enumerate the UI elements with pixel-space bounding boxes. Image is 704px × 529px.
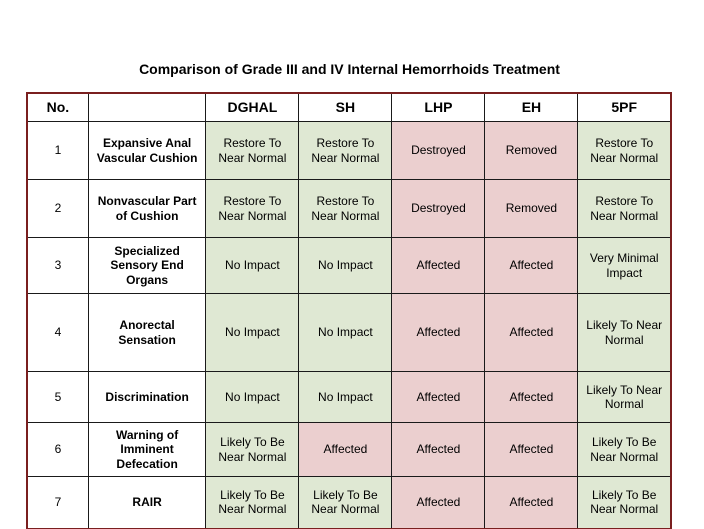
row-number: 4 [27, 294, 88, 372]
cell-eh: Removed [485, 180, 578, 238]
cell-sh: No Impact [299, 294, 392, 372]
table-title: Comparison of Grade III and IV Internal Hemorrhoids Treatment [139, 61, 560, 77]
table-row [27, 238, 671, 294]
cell-lhp: Destroyed [392, 180, 485, 238]
cell-lhp: Affected [392, 294, 485, 372]
table-body [27, 122, 671, 529]
cell-sh: No Impact [299, 238, 392, 294]
row-number: 3 [27, 238, 88, 294]
cell-sh: Likely To Be Near Normal [299, 477, 392, 529]
cell-sh: Restore To Near Normal [299, 122, 392, 180]
cell-lhp: Destroyed [392, 122, 485, 180]
cell-sh: Affected [299, 423, 392, 477]
cell-dghal: No Impact [206, 294, 299, 372]
cell-5pf: Very Minimal Impact [578, 238, 671, 294]
cell-sh: No Impact [299, 372, 392, 423]
table-row [27, 122, 671, 180]
row-parameter: Discrimination [88, 372, 206, 423]
row-number: 1 [27, 122, 88, 180]
cell-eh: Affected [485, 372, 578, 423]
row-parameter: Nonvascular Part of Cushion [88, 180, 206, 238]
cell-lhp: Affected [392, 238, 485, 294]
row-number: 7 [27, 477, 88, 529]
header-no: No. [27, 93, 88, 122]
cell-eh: Affected [485, 238, 578, 294]
header-5pf: 5PF [578, 93, 671, 122]
header-lhp: LHP [392, 93, 485, 122]
table-row [27, 294, 671, 372]
cell-dghal: No Impact [206, 238, 299, 294]
cell-lhp: Affected [392, 477, 485, 529]
table-row [27, 477, 671, 529]
header-dghal: DGHAL [206, 93, 299, 122]
cell-5pf: Restore To Near Normal [578, 180, 671, 238]
cell-lhp: Affected [392, 372, 485, 423]
table-row [27, 180, 671, 238]
header-eh: EH [485, 93, 578, 122]
row-parameter: Anorectal Sensation [88, 294, 206, 372]
cell-dghal: Likely To Be Near Normal [206, 423, 299, 477]
cell-5pf: Restore To Near Normal [578, 122, 671, 180]
cell-eh: Affected [485, 477, 578, 529]
cell-sh: Restore To Near Normal [299, 180, 392, 238]
cell-5pf: Likely To Be Near Normal [578, 423, 671, 477]
cell-lhp: Affected [392, 423, 485, 477]
row-number: 6 [27, 423, 88, 477]
header-sh: SH [299, 93, 392, 122]
cell-5pf: Likely To Near Normal [578, 294, 671, 372]
cell-eh: Affected [485, 423, 578, 477]
row-parameter: Specialized Sensory End Organs [88, 238, 206, 294]
header-row [27, 93, 671, 122]
row-parameter: RAIR [88, 477, 206, 529]
header-parameter [88, 93, 206, 122]
row-number: 2 [27, 180, 88, 238]
cell-5pf: Likely To Be Near Normal [578, 477, 671, 529]
row-parameter: Expansive Anal Vascular Cushion [88, 122, 206, 180]
cell-5pf: Likely To Near Normal [578, 372, 671, 423]
table-row [27, 423, 671, 477]
row-parameter: Warning of Imminent Defecation [88, 423, 206, 477]
cell-dghal: No Impact [206, 372, 299, 423]
comparison-table [26, 92, 672, 529]
cell-eh: Affected [485, 294, 578, 372]
cell-dghal: Likely To Be Near Normal [206, 477, 299, 529]
cell-dghal: Restore To Near Normal [206, 122, 299, 180]
table-row [27, 372, 671, 423]
cell-eh: Removed [485, 122, 578, 180]
cell-dghal: Restore To Near Normal [206, 180, 299, 238]
row-number: 5 [27, 372, 88, 423]
